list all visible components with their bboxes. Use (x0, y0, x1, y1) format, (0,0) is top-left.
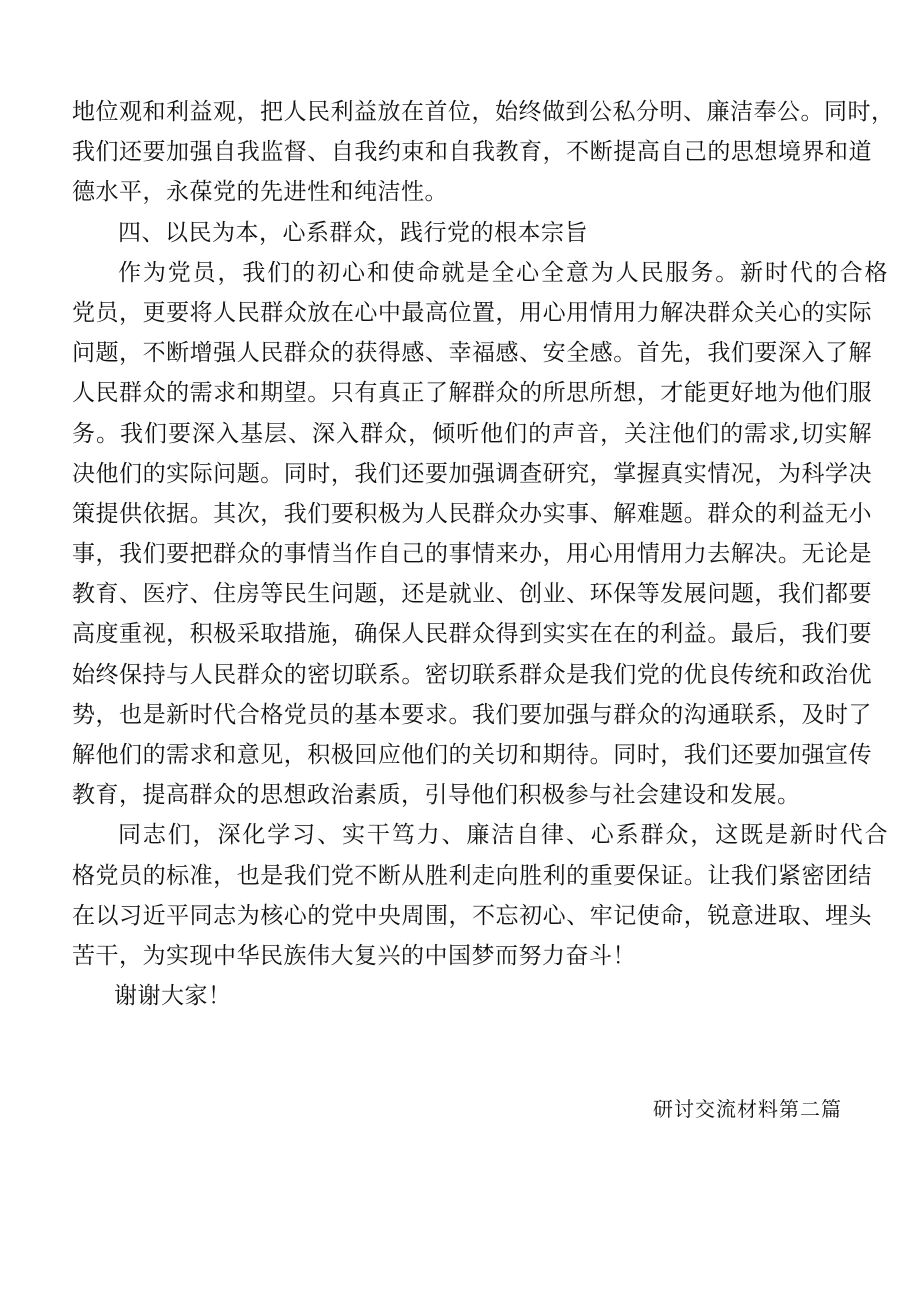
text-line: 党员，更要将人民群众放在心中最高位置，用心用情用力解决群众关心的实际 (72, 299, 872, 326)
closing-thanks: 谢谢大家！ (114, 983, 232, 1010)
text-line: 人民群众的需求和期望。只有真正了解群众的所思所想，才能更好地为他们服 (72, 380, 872, 407)
text-line: 教育、医疗、住房等民生问题，还是就业、创业、环保等发展问题，我们都要 (72, 581, 872, 608)
text-line: 策提供依据。其次，我们要积极为人民群众办实事、解难题。群众的利益无小 (72, 500, 872, 527)
text-line: 地位观和利益观，把人民利益放在首位，始终做到公私分明、廉洁奉公。同时， (72, 99, 895, 125)
text-line: 同志们，深化学习、实干笃力、廉洁自律、心系群众，这既是新时代合 (118, 822, 888, 849)
text-line: 格党员的标准，也是我们党不断从胜利走向胜利的重要保证。让我们紧密团结 (72, 862, 872, 889)
text-line: 事，我们要把群众的事情当作自己的事情来办，用心用情用力去解决。无论是 (72, 541, 872, 568)
body-text (72, 92, 895, 1016)
text-line: 德水平，永葆党的先进性和纯洁性。 (72, 179, 448, 206)
text-line: 务。我们要深入基层、深入群众，倾听他们的声音，关注他们的需求,切实解 (72, 420, 872, 447)
text-line: 我们还要加强自我监督、自我约束和自我教育，不断提高自己的思想境界和道 (72, 139, 872, 166)
text-line: 在以习近平同志为核心的党中央周围，不忘初心、牢记使命，锐意进取、埋头 (72, 902, 872, 929)
text-line: 作为党员，我们的初心和使命就是全心全意为人民服务。新时代的合格 (118, 259, 888, 286)
text-line: 决他们的实际问题。同时，我们还要加强调查研究，掌握真实情况，为科学决 (72, 460, 872, 487)
section-heading: 四、以民为本，心系群众，践行党的根本宗旨 (118, 219, 588, 246)
text-line: 苦干，为实现中华民族伟大复兴的中国梦而努力奋斗！ (72, 942, 636, 969)
text-line: 问题，不断增强人民群众的获得感、幸福感、安全感。首先，我们要深入了解 (72, 340, 872, 367)
text-line: 始终保持与人民群众的密切联系。密切联系群众是我们党的优良传统和政治优 (72, 661, 872, 688)
text-line: 解他们的需求和意见，积极回应他们的关切和期待。同时，我们还要加强宣传 (72, 742, 872, 768)
text-line: 教育，提高群众的思想政治素质，引导他们积极参与社会建设和发展。 (72, 782, 801, 809)
text-line: 势，也是新时代合格党员的基本要求。我们要加强与群众的沟通联系，及时了 (72, 701, 872, 728)
footer-title: 研讨交流材料第二篇 (653, 1097, 842, 1121)
text-line: 高度重视，积极采取措施，确保人民群众得到实实在在的利益。最后，我们要 (72, 621, 872, 648)
